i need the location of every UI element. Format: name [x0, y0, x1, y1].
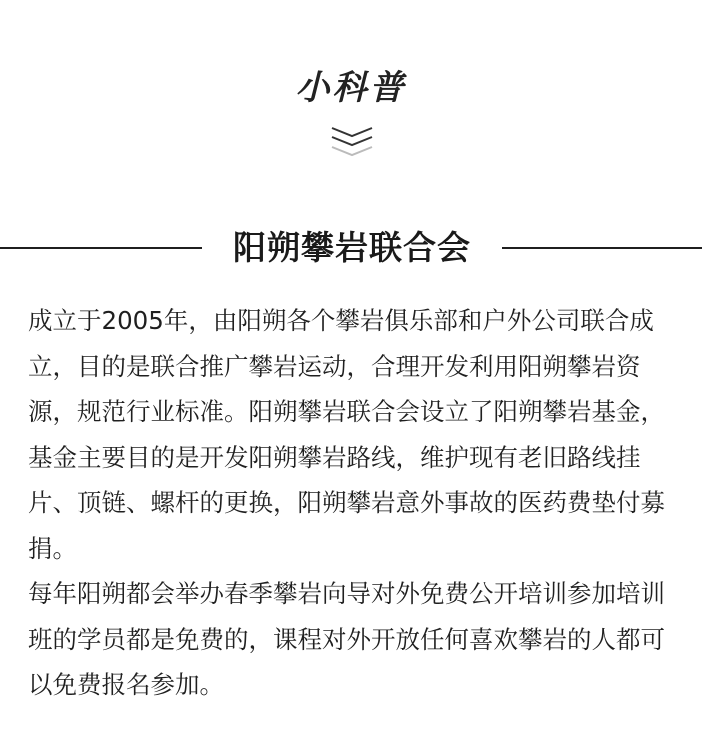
heading-rule-right	[502, 247, 702, 249]
paragraph-guide-training: 每年阳朔都会举办春季攀岩向导对外免费公开培训参加培训班的学员都是免费的，课程对外开放任何喜欢攀岩的人都可以免费报名参加。	[28, 579, 665, 699]
double-chevron-down-icon	[329, 124, 375, 164]
paragraph-association-intro: 成立于2005年，由阳朔各个攀岩俱乐部和户外公司联合成立，目的是联合推广攀岩运动，合理开发利用阳朔攀岩资源，规范行业标准。阳朔攀岩联合会设立了阳朔攀岩基金，基金主要目的是开发阳朔攀岩路线，维护现有老旧路线挂片、顶链、螺杆的更换，阳朔攀岩意外事故的医药费垫付募捐。	[28, 306, 665, 563]
page-title: 小科普	[295, 68, 407, 108]
section-heading-text: 阳朔攀岩联合会	[233, 228, 471, 267]
article-body	[28, 298, 678, 708]
heading-rule-left	[0, 247, 202, 249]
section-heading	[0, 220, 702, 276]
